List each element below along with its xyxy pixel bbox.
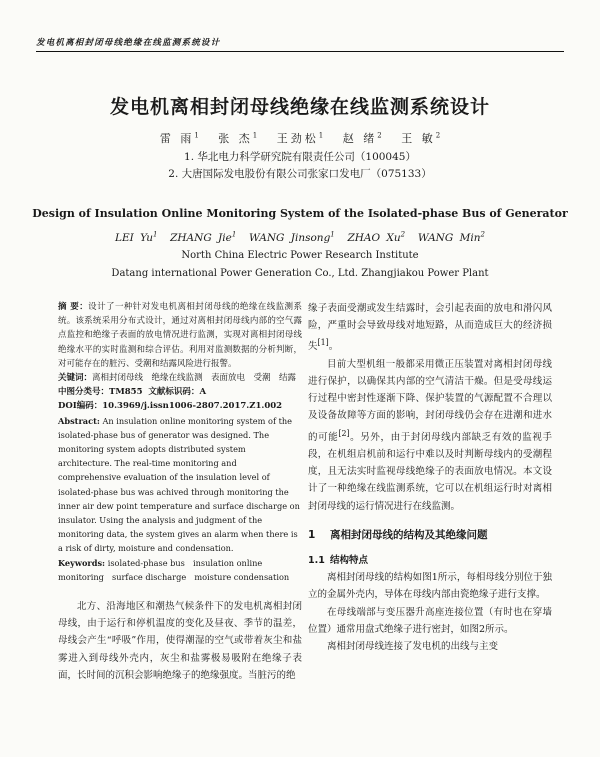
section-1-1-paragraph-3: 离相封闭母线连接了发电机的出线与主变	[327, 640, 499, 652]
section-1-1-paragraph-1: 离相封闭母线的结构如图1所示，每相母线分别位于独立的金属外壳内，导体在母线内部由瓷绝缘子进行支撑。	[308, 572, 552, 601]
section-1-1-paragraph-2: 在母线端部与变压器升高座连接位置（有时也在穿墙位置）通常用盘式绝缘子进行密封，如图2所示。	[308, 606, 552, 635]
intro-paragraph-2: 目前大型机组一般都采用微正压装置对离相封闭母线进行保护，以确保其内部的空气清洁干燥。但是受母线运行过程中密封性逐渐下降、保护装置的气源配置不合理以及设备故障等方面的影响，封闭母线仍会存在进潮和进水的可能[2]。另外，由于封闭母线内部缺乏有效的监视手段，在机组启机前和运行中难以及时判断母线内的受潮程度，且无法实时监视母线绝缘子的表面放电情况。本文设计了一种绝缘在线监测系统，它可以在机组运行时对离相封闭母线的运行情况进行在线监测。	[308, 358, 552, 512]
journal-header: 发电机离相封闭母线绝缘在线监测系统设计	[36, 38, 221, 48]
authors-cn	[0, 130, 600, 146]
keywords-cn: 关键词：离相封闭母线 绝缘在线监测 表面放电 受潮 结露	[58, 373, 297, 384]
affiliation-en-1: North China Electric Power Research Institute	[181, 250, 419, 261]
doi: DOI编码：10.3969/j.issn1006-2807.2017.Z1.002	[58, 401, 283, 412]
affiliation-cn-2: 2. 大唐国际发电股份有限公司张家口发电厂（075133）	[168, 168, 432, 180]
paper-title-cn: 发电机离相封闭母线绝缘在线监测系统设计	[109, 96, 490, 118]
intro-paragraph-1: 北方、沿海地区和潮热气候条件下的发电机离相封闭母线，由于运行和停机温度的变化及昼夜、季节的温差，母线会产生“呼吸”作用，使得潮湿的空气或带着灰尘和盐雾进入到母线外壳内，灰尘和盐雾极易吸附在绝缘子表面，长时间的沉积会影响绝缘子的绝缘强度。当脏污的绝	[58, 601, 302, 681]
authors-en	[0, 230, 600, 244]
author-en: ZHAO Xu$^2$	[347, 230, 406, 244]
classification: 中图分类号：TM855 文献标识码：A	[58, 387, 207, 398]
author-cn: 赵 绪$^2$	[342, 131, 382, 145]
author-en: WANG Jinsong$^1$	[249, 230, 335, 244]
section-1-1-heading: 1.1 结构特点	[308, 554, 369, 566]
right-column	[308, 300, 552, 655]
author-en: LEI Yu$^1$	[115, 230, 158, 244]
affiliation-en-2: Datang international Power Generation Co., Ltd. Zhangjiakou Power Plant	[111, 268, 489, 279]
author-cn: 张 杰$^1$	[218, 131, 258, 145]
author-cn: 王 敏$^2$	[401, 131, 441, 145]
author-en: ZHANG Jie$^1$	[170, 230, 237, 244]
keywords-en: Keywords: isolated-phase bus insulation online monitoring surface discharge moisture condensation	[58, 557, 290, 582]
abstract-en: Abstract: An insulation online monitoring system of the isolated-phase bus of generator was designed. The monitoring system adopts distributed system architecture. The real-time monitoring and comprehensive evaluation of the insulation level of isolated-phase bus was achived through monitoring the inner air dew point temperature and surface discharge on insulator. Using the analysis and judgment of the monitoring data, the system gives an alarm when there is a risk of dirty, moisture and condensation.	[58, 415, 300, 554]
left-column	[58, 300, 302, 684]
paper-title-en: Design of Insulation Online Monitoring System of the Isolated-phase Bus of Generator	[32, 207, 568, 220]
author-cn: 雷 雨$^1$	[159, 131, 199, 145]
intro-paragraph-1-cont: 缘子表面受潮或发生结露时，会引起表面的放电和滑闪风险，严重时会导致母线对地短路，从而造成巨大的经济损失[1]。	[308, 303, 552, 353]
author-en: WANG Min$^2$	[417, 230, 485, 244]
abstract-cn: 摘 要：设计了一种针对发电机离相封闭母线的绝缘在线监测系统。该系统采用分布式设计，通过对离相封闭母线内部的空气露点监控和绝缘子表面的放电情况进行监测，实现对离相封闭母线绝缘水平的实时监测和综合评估。利用对监测数据的分析判断，对可能存在的脏污、受潮和结露风险进行报警。	[58, 302, 302, 369]
author-cn: 王劲松$^1$	[276, 131, 324, 145]
header-rule	[36, 51, 564, 52]
affiliation-cn-1: 1. 华北电力科学研究院有限责任公司（100045）	[184, 151, 416, 163]
section-1-heading: 1 离相封闭母线的结构及其绝缘问题	[308, 528, 488, 541]
